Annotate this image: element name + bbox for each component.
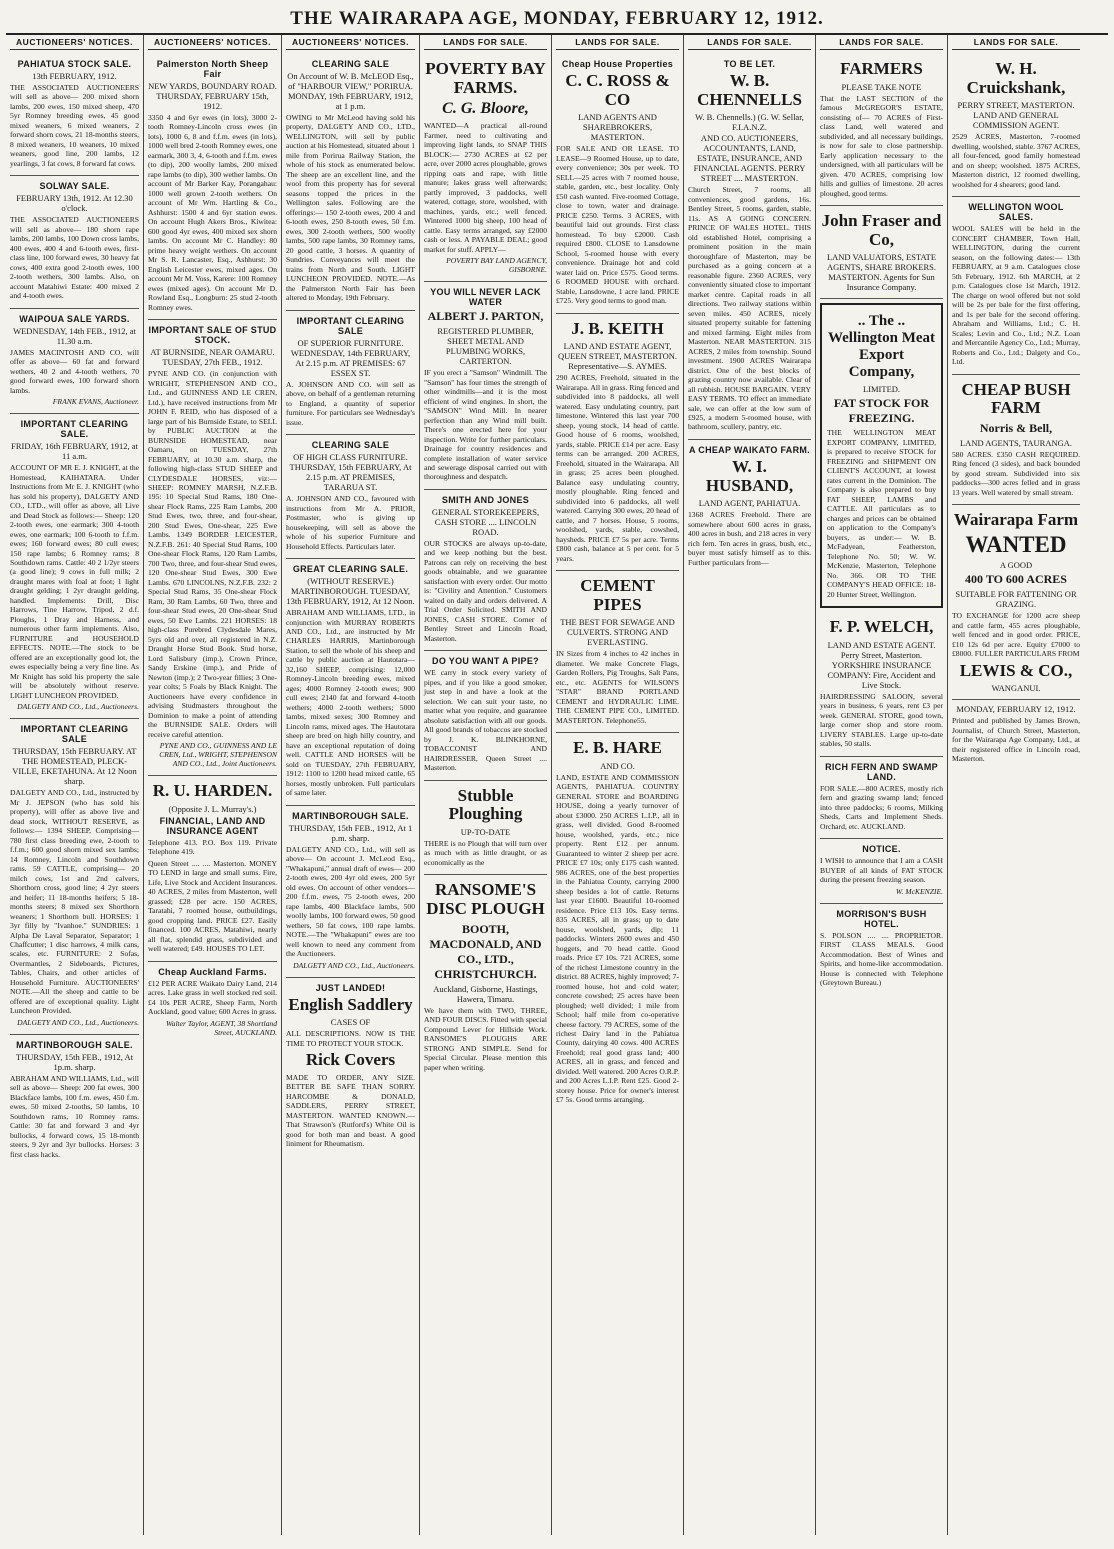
ad-body: PYNE AND CO. (in conjunction with WRIGHT, STEPHENSON AND CO., Ltd., and GUINNESS AND LE CREN, Ltd.), have received instructions from Mr JOHN F. REID, who has disposed of a large part of his Burnside Estate, to SELL by PUBLIC AUCTION at the BURNSIDE HOMESTEAD, near Oamaru, on TUESDAY, 27th FEBRUARY, at 10.30 a.m. sharp, the following high-class STUD SHEEP and CLYDESDALE HORSES, viz:— SHEEP: ROMNEY MARSH, N.Z.F.B. 195: 10 Special Stud Rams, 180 One-shear Flock Rams, 225 Ram Lambs, 200 Stud Ewes, two, three, and four-shear, 200 Stud Ewes, One-shear, 225 Ewe Lambs. 1349 BORDER LEICESTER, N.Z.F.B. 261: 40 Special Stud Rams, 100 One-shear Flock Rams, 120 Ram Lambs, 700 Two, three, and four-shear Stud ewes, 120 One-shear Stud Ewes, 300 Ewe Lambs. 670 LINCOLNS, N.Z.F.B. 232: 2 Special Stud Rams, 35 One-shear Flock Ram, 30 Ram Lambs, 60 Two, three and four-shear Stud ewes, 20 One-shear Stud ewes, 50 Ewe Lambs. 221 HORSES: 18 high-class Purebred Clydesdale Mares, 5yrs old and over, all registered in N.Z. Draught Horse Stud Book. Stud horse, Lord Salisbury (imp.), Crown Prince, Sandy Erskine (imp.), and Pride of Newton (imp.); 2 Two-year fillies; 3 One-year colts; 5 Foals by Black Knight. The Auctioneers have every confidence in advising Studmasters throughout the Dominion to make a point of attending the BURNSIDE SALE. Orders will receive careful attention. xyxy=(148,369,277,739)
ad-heading: Cheap House Properties xyxy=(561,59,674,69)
column-header: LANDS FOR SALE. xyxy=(688,35,811,50)
advertisement xyxy=(556,54,679,314)
ad-bigtitle: RANSOME'S DISC PLOUGH xyxy=(426,880,545,919)
advertisement xyxy=(820,54,943,206)
column-7 xyxy=(816,35,948,1535)
ad-mid: 400 TO 600 ACRES xyxy=(965,572,1067,587)
advertisement xyxy=(820,757,943,839)
ad-body: THE ASSOCIATED AUCTIONEERS will sell as above— 180 shorn rape lambs, 200 lambs, 100 Down cross lambs, 400 ewes, 400 4 and 6-tooth ewes, first-class line, 100 forward ewes, 30 heavy fat cows, 400 extra good 2-tooth ewes, 100 2-tooth wethers, 300 lambs. Also, on account Matahiwi Estate: 400 mixed 2 and 4-tooth ewes. xyxy=(10,215,139,301)
ad-bigtitle: W. B. CHENNELLS xyxy=(697,71,802,109)
ad-bigtitle: FARMERS xyxy=(840,59,923,78)
advertisement xyxy=(10,54,139,176)
ad-sub: WEDNESDAY, 14th FEB., 1912, at 11.30 a.m. xyxy=(13,325,136,346)
columns-container xyxy=(6,35,1108,1535)
ad-sub: LAND AGENT, PAHIATUA. xyxy=(698,498,801,509)
ad-body: 1368 ACRES Freehold. There are somewhere about 600 acres in grass, 400 acres in bush, and 218 acres in very rich fern. Ten acres in grass, bush, etc., buyer must satisfy himself as to this. Further particulars from— xyxy=(688,510,811,567)
ad-body: A. JOHNSON AND CO. will sell as above, on behalf of a gentleman returning to England, a quantity of superior furniture. For particulars see Wednesday's issue. xyxy=(286,379,415,427)
ad-bigtitle: John Fraser and Co, xyxy=(821,211,942,249)
ad-bigtitle: LEWIS & CO., xyxy=(959,660,1073,680)
column-header: LANDS FOR SALE. xyxy=(556,35,679,50)
ad-sub: A GOOD xyxy=(999,560,1033,571)
ad-body: DALGETY AND CO., Ltd., instructed by Mr J. JEPSON (who has sold his property), will offer as above live and dead stock, WITHOUT RESERVE, as follows:— 1394 SHEEP, Comprising— 780 first class breeding ewe, 2-tooth to f.f.m.; 600 good shorn mixed sex lambs; 14 Romney, Lincoln and Southdown rams. 59 CATTLE, comprising— 20 milch cows, 1st and 2nd calvers, Shorthorn cross, good line; 4 2yr steers and heifer; 11 18-months heifers; 5 18-months steers; 8 mixed sex Shorthorn weaners; 1 Shorthorn bull. HORSES: 1 3yr filly by "Ivanhoe." SUNDRIES: 1 Alpha De Laval Separator, Separator; 1 Chaffcutter; 1 disc harrows, 4 milk cans, scales, etc. FURNITURE: 2 Sofas, Overmantles, 2 Sideboards, Pictures, Tables, Chairs, and other articles of Household Furniture. AUCTIONEERS' NOTE.—All the sheep and cattle to be offered are of exceptional quality. Light Luncheon Provided. xyxy=(10,788,139,1016)
ad-heading: RICH FERN AND SWAMP LAND. xyxy=(825,761,938,782)
ad-sub: MONDAY, FEBRUARY 12, 1912. xyxy=(956,704,1076,715)
advertisement xyxy=(556,571,679,733)
ad-sub: PERRY STREET, MASTERTON. LAND AND GENERAL COMMISSION AGENT. xyxy=(957,100,1075,131)
ad-body: DALGETY AND CO., Ltd., will sell as above— On account J. McLeod Esq., "Whakapuni," annual draft of ewes— 200 2-tooth ewes, 200 4yr old ewes, 200 5yr old ewes. On account of other vendors— 200 f.f.m. ewes, 75 2-tooth ewes, 200 rape lambs, 400 Blackface lambs, 500 woolly lambs, 100 forward ewes, 50 good wethers, 50 fat cows, 100 rape lambs. NOTE.—The "Whakapuni" ewes are too well known to need any comment from the Auctioneers. xyxy=(286,844,415,959)
ad-heading: MARTINBOROUGH SALE. xyxy=(292,810,409,821)
advertisement xyxy=(10,176,139,308)
ad-sub: CASES OF xyxy=(330,1017,371,1028)
ad-body: Printed and published by James Brown, Journalist, of Church Street, Masterton, for the Wairarapa Age Company, Ltd., at their registered office in Lincoln road, Masterton. xyxy=(952,716,1080,764)
advertisement xyxy=(148,320,277,776)
advertisement xyxy=(10,414,139,719)
ad-heading: MARTINBOROUGH SALE. xyxy=(16,1039,133,1050)
ad-sign: Walter Taylor, AGENT, 38 Shortland Street, AUCKLAND. xyxy=(166,1018,277,1037)
ad-sign: DALGETY AND CO., Ltd., Auctioneers. xyxy=(293,960,415,970)
advertisement xyxy=(820,303,943,608)
column-1 xyxy=(6,35,144,1535)
ad-body: LAND, ESTATE AND COMMISSION AGENTS, PAHIATUA. COUNTRY GENERAL STORE and BOARDING HOUSE, doing a yearly turnover of about £3000. 250 ACRES L.I.P., all in grass, well divided. Good 8-roomed house, woolshed, yards, etc.; nice property. Rent £12 per annum. Guaranteed to winter 2 sheep per acre. PRICE £7 10s; only £175 cash wanted. 986 ACRES, one of the best properties in the Pahiatua County, carrying 2000 sheep besides a lot of cattle. Returns last year £1600. Beautiful 10-roomed residence. Price £13 10s. Easy terms. 835 ACRES, all in grass; up to date house, woolshed, yards, dip; 11 paddocks. Winters 2600 ewes and 450 hoggets, and 70 head cattle. Good roads. Price £7 10s. 721 ACRES, some of the richest Limestone country in the district. 88 ACRES, highly improved; 7-roomed house, hot and cold water; concrete cowshed; 25 acres have been ploughed; well divided; 1 mile from School; half mile from co-operative cheese factory. 79 ACRES, some of the richest Dairy land in the Pahiatua County, dairying 40 cows. 400 ACRES Freehold; real good grass land; 400 ACRES, all in grass, and fenced and divided. Well watered. 200 Acres O.R.P. and 200 Acres L.I.P. Rent £25. Good 2-storey house. Price for owner's interest £7 5s. Good terms arranging. xyxy=(556,772,679,1105)
ad-mid: FAT STOCK FOR FREEZING. xyxy=(833,396,930,426)
ad-body: Queen Street .... .... Masterton. MONEY TO LEND in large and small sums. Fire, Life, Live Stock and Accident Insurances. 40 ACRES, 2 miles from Masterton, well grassed; £28 per acre. 150 ACRES, Taratahi, 7 roomed house, outbuildings, good cropping land. PRICE £27. Easily financed. 100 ACRES, Matahiwi, nearly all flat, splendid grass, subdivided and well watered; £49. HOUSES TO LET. xyxy=(148,858,277,954)
ad-sub: WANGANUI. xyxy=(991,683,1041,694)
ad-body: WOOL SALES will be held in the CONCERT CHAMBER, Town Hall, WELLINGTON, during the current season, on the following dates:— 13th FEBRUARY, at 9 a.m. Catalogues close 5th February, 1912. 6th MARCH, at 2 p.m. Catalogues close 1st March, 1912. The charge on wool offered but not sold will be 2s per bale for the first offering, and 1s per bale for the second offering. Abraham and Williams, Ltd.; C. H. Scales; Levin and Co., Ltd.; N.Z. Loan and Mercantile Agency Co., Ltd.; Murray, Roberts and Co., Ltd.; Dalgety and Co., Ltd. xyxy=(952,224,1080,367)
ad-body: ABRAHAM AND WILLIAMS, Ltd., will sell as above— Sheep: 200 fat ewes, 300 Blackface lambs, 100 f.m. ewes, 450 f.m. ewes, 50 mixed 2-tooths, 50 lambs, 10 Southdown rams, 10 Romney rams. Cattle: 30 fat and forward 3 and 4yr bullocks, 4 forward cows, 15 18-month steers, 9 2yr and 3yr bullocks. Horses: 3 first class hacks. xyxy=(10,1073,139,1159)
ad-mid: ALBERT J. PARTON, xyxy=(427,309,544,324)
advertisement xyxy=(952,375,1080,506)
ad-sub: THURSDAY, 15th FEB., 1912, At 1 p.m. sharp. xyxy=(288,822,413,843)
advertisement xyxy=(952,54,1080,197)
ad-bigtitle: F. P. WELCH, xyxy=(829,617,934,637)
advertisement xyxy=(286,559,415,806)
ad-body: £12 PER ACRE Waikato Dairy Land, 214 acres. Lake grass in well stocked red soil. £4 10s PER ACRE, Sheep Farm, North Auckland, good value; 600 Acres in grass. xyxy=(148,978,277,1017)
ad-body: FOR SALE.—800 ACRES, mostly rich fern and grazing swamp land; fenced into three paddocks; 6 rooms, Milking Sheds, Carts and Implement Sheds. Orchard, etc. AUCKLAND. xyxy=(820,783,943,831)
ad-heading: IMPORTANT SALE OF STUD STOCK. xyxy=(148,325,277,346)
column-5 xyxy=(552,35,684,1535)
advertisement xyxy=(286,978,415,1156)
ad-bigtitle: W. I. HUSBAND, xyxy=(705,456,794,495)
column-6 xyxy=(684,35,816,1535)
advertisement xyxy=(688,440,811,574)
ad-body: IN Sizes from 4 inches to 42 inches in diameter. We make Concrete Flags, Garden Rollers, Pig Troughs, Salt Pans, etc., etc. AGENTS for WILSON'S "STAR" BRAND PORTLAND CEMENT and HYDRAULIC LIME. THE CEMENT PIPE CO., LIMITED. MASTERTON. Telephone55. xyxy=(556,649,679,725)
ad-heading: MORRISON'S BUSH HOTEL. xyxy=(836,908,927,929)
ad-body: That the LAST SECTION of the famous McGREGOR'S ESTATE, consisting of— 70 ACRES of First-class Land, well watered and subdivided, and all necessary buildings, is now for sale to close partnership. Early application necessary to the undersigned, with all particulars will be given. 470 ACRES, comprising low hills and gullies of limestone. 20 acres ploughed, good terms. xyxy=(820,93,943,198)
ad-body: S. POLSON .... .... PROPRIETOR. FIRST CLASS MEALS. Good Accommodation. Best of Wines and Spirits, and home-like accommodation. House is connected with Telephone (Greytown Bureau.) xyxy=(820,930,943,987)
ad-sub: THURSDAY, 15th FEB., 1912, At 1p.m. sharp. xyxy=(15,1051,134,1072)
ad-xl: WANTED xyxy=(965,532,1067,558)
ad-sub: (Opposite J. L. Murray's.) xyxy=(168,803,257,814)
ad-body: 290 ACRES, Freehold, situated in the Wairarapa. All in grass. Ring fenced and subdivided into 8 paddocks, all well watered. Easy undulating country, part limestone. Wintered this last year 700 sheep, young stock, 14 head of cattle. Good house of 6 rooms, woolshed, yards, stable. PRICE £14 per acre. Easy terms can be arranged. 200 ACRES, Freehold, situated in the Wairarapa. All in grass; 25 acres been ploughed. Balance easy undulating country, mostly ploughable. Ring fenced and subdivided into 6 paddocks, all well watered. Carrying 300 ewes, 20 head of cattle, and 7 horses. House, 5 rooms, woolshed, yards, stable, cowshed, haysheds. PRICE £7 5s per acre. Terms £800 cash, balance at 5 per cent. for 5 years. xyxy=(556,373,679,563)
ad-body: THERE is no Plough that will turn over as much with as little draught, or as economically as the xyxy=(424,839,547,867)
advertisement xyxy=(556,733,679,1112)
ad-body: HAIRDRESSING SALOON, several years in business, 6 years, rent £3 per week. GENERAL STORE, good town, large corner shop and store room. LIVERY STABLES. Large up-to-date stables, 50 stalls. xyxy=(820,691,943,749)
ad-heading: JUST LANDED! xyxy=(315,982,386,993)
advertisement xyxy=(556,314,679,571)
ad-heading: FINANCIAL, LAND AND INSURANCE AGENT xyxy=(159,815,266,836)
ad-heading: NOTICE. xyxy=(862,844,901,855)
ad-body: IF you erect a "Samson" Windmill. The "Samson" has four times the strength of other windmills—and it is the most efficient of wind engines. In short, the "SAMSON" Wind Mill. In nearer perfection than any Wind mill built. There's one erected here for your inspection. Write for further particulars. Drainage for country residences and complete installation of water service and sewerage disposal carried out with thoroughness and despatch. xyxy=(424,368,547,482)
ad-bigtitle: CHEAP BUSH FARM xyxy=(961,379,1071,418)
advertisement xyxy=(952,197,1080,374)
ad-heading: SMITH AND JONES xyxy=(441,494,530,505)
ad-body: A. JOHNSON AND CO., favoured with instructions from Mr A. PRIOR, Postmaster, who is giving up housekeeping, will sell as above the whole of his superior Furniture and Household Effects. Particulars later. xyxy=(286,494,415,551)
column-header: LANDS FOR SALE. xyxy=(424,35,547,50)
advertisement xyxy=(688,54,811,440)
ad-body: THE ASSOCIATED AUCTIONEERS will sell as above— 200 mixed shorn lambs, 200 ewes, 150 mixed sheep, 470 5yr Romney breeding ewes, 45 good mixed weaners, 6 mixed weaners, 2 forward shorn cows, 21 18-months steers, 8 mixed weaners, 10 weaners, 10 mixed weaners, good line, 200 lambs, 12 yearlings, 3 fat cows, 8 forward fat cows. xyxy=(10,83,139,168)
ad-sub: AND CO. AUCTIONEERS, ACCOUNTANTS, LAND, ESTATE, INSURANCE, AND FINANCIAL AGENTS. PERRY STREET .... MASTERTON. xyxy=(693,133,806,184)
ad-sub: THURSDAY, 15th FEBRUARY. AT THE HOMESTEAD, PLECK-VILLE, EKETAHUNA. At 12 Noon sharp. xyxy=(12,746,137,787)
ad-sub: REGISTERED PLUMBER, SHEET METAL AND PLUMBING WORKS, CARTERTON. xyxy=(437,326,534,367)
ad-body: ACCOUNT OF MR E. J. KNIGHT, at the Homestead, KAIHATARA. Under Instructions from Mr E. J. KNIGHT (who has sold his property), DALGETY AND CO., LTD., will offer as above, all Live and Dead Stock as follows:— Sheep: 120 2-tooth ewes, one earmark; 300 4-tooth ewes, one earmark; 100 6-tooth to f.f.m. ewes; 160 forward ewes; 80 cull ewes; 150 rape lambs; 6 Romney rams; 8 Southdown rams. Cattle: 40 2 1/2yr steers (a good line); 9 cows in full milk; 2 draught mares with foal at foot; 1 light draught gelding; 1 2yr draught gelding, handled. Implements: Drill, Disc Harrows, Tine Harrow, Tripod, 2 d.f. Ploughs, 1 Dray and Harness, and numerous other farm implements. Also, FURNITURE and HOUSEHOLD EFFECTS. NOTE.—The stock to be offered are an exceptionally good lot, the ewes especially being a very fine line. As Mr Knight has sold his property the sale will be absolutely without reserve. LIGHT LUNCHEON PROVIDED. xyxy=(10,463,139,700)
advertisement xyxy=(424,490,547,651)
ad-heading: TO BE LET. xyxy=(723,59,776,69)
ad-body: ALL DESCRIPTIONS. NOW IS THE TIME TO PROTECT YOUR STOCK. xyxy=(286,1029,415,1048)
ad-script: C. G. Bloore, xyxy=(442,100,529,118)
advertisement xyxy=(424,651,547,780)
ad-heading: Cheap Auckland Farms. xyxy=(158,966,267,977)
advertisement xyxy=(286,806,415,978)
ad-bigtitle: POVERTY BAY FARMS. xyxy=(425,59,546,97)
ad-bigtitle: Stubble Ploughing xyxy=(448,785,523,824)
advertisement xyxy=(148,776,277,962)
advertisement xyxy=(10,719,139,1035)
ad-sign: DALGETY AND CO., Ltd., Auctioneers. xyxy=(17,702,139,712)
column-header: AUCTIONEERS' NOTICES. xyxy=(286,35,415,50)
ad-sub: LAND AGENTS, TAURANGA. xyxy=(959,437,1073,448)
ad-body: I WISH to announce that I am a CASH BUYER of all kinds of FAT STOCK during the present freezing season. xyxy=(820,856,943,885)
ad-sub: LAND AND ESTATE AGENT. Perry Street, Masterton. YORKSHIRE INSURANCE COMPANY: Fire, Accident and Live Stock. xyxy=(827,639,936,690)
ad-sub: PLEASE TAKE NOTE xyxy=(841,81,922,92)
ad-sub: GENERAL STOREKEEPERS, CASH STORE .... LINCOLN ROAD. xyxy=(431,506,540,537)
ad-body: ABRAHAM AND WILLIAMS, LTD., in conjunction with MURRAY ROBERTS AND CO., Ltd., are instructed by Mr CHARLES HARRIS, Martinborough Station, to sell the whole of his sheep and cattle by public auction at Hautotara— 32,160 SHEEP, comprising: 12,000 Romney-Lincoln breeding ewes, mixed ages; 4000 Romney 2-tooth ewes; 900 cull ewes; 2140 fat and forward 4-tooth wethers; 4000 2-tooth wethers; 5000 lambs, mixed sexes; 300 Romney and Lincoln rams, mixed ages. The Hautotara sheep are bred on high hilly country, and have an exceptional reputation of doing well. CATTLE AND HORSES will be sold on TUESDAY, 27th FEBRUARY, 1912: 1100 to 1200 head mixed cattle, 65 horses, mostly unbroken. Full particulars of same later. xyxy=(286,608,415,798)
column-4 xyxy=(420,35,552,1535)
ad-gothic: .. The .. Wellington Meat Export Company, xyxy=(827,313,936,381)
ad-sub: AT BURNSIDE, NEAR OAMARU. TUESDAY, 27th FEB., 1912. xyxy=(150,347,275,368)
advertisement xyxy=(952,700,1080,770)
ad-body: THE WELLINGTON MEAT EXPORT COMPANY, LIMITED, is prepared to receive STOCK for FREEZING and SHIPMENT ON CLIENT'S ACCOUNT, at lowest rates current in the Dominion. The Company is also prepared to buy FAT SHEEP, LAMBS and CATTLE. All particulars as to charges and prices can be obtained on application to the Company's buyers, as under:— W. B. McFadyean, Featherston, Telephone No. 50; W. W. McKenzie, Masterton, Telephone No. 366. OR TO THE COMPANY'S HEAD OFFICE: 18-20 Hunter Street, Wellington. xyxy=(827,428,936,599)
advertisement xyxy=(286,311,415,435)
column-header: AUCTIONEERS' NOTICES. xyxy=(10,35,139,50)
ad-heading: Palmerston North Sheep Fair xyxy=(156,59,269,79)
ad-sub: LAND AGENTS AND SHAREBROKERS, MASTERTON. xyxy=(578,112,657,143)
column-header: LANDS FOR SALE. xyxy=(952,35,1080,50)
ad-heading: WAIPOUA SALE YARDS. xyxy=(19,313,130,324)
ad-body: Telephone 413. P.O. Box 119. Private Telephone 419. xyxy=(148,837,277,857)
advertisement xyxy=(820,904,943,995)
advertisement xyxy=(952,505,1080,700)
ad-heading: YOU WILL NEVER LACK WATER xyxy=(430,287,541,308)
advertisement xyxy=(820,839,943,903)
ad-body: TO EXCHANGE for 1200 acre sheep and cattle farm, 455 acres ploughable, well fenced and in good order. PRICE, £10 12s 6d per acre. Equity £7000 to £8000. FULLER PARTICULARS FROM xyxy=(952,611,1080,659)
ad-sign: FRANK EVANS, Auctioneer. xyxy=(52,397,139,407)
ad-heading: IMPORTANT CLEARING SALE xyxy=(20,724,129,745)
column-header: AUCTIONEERS' NOTICES. xyxy=(148,35,277,50)
ad-sub: OF HIGH CLASS FURNITURE. THURSDAY, 15th FEBRUARY, At 2.15 p.m. AT PREMISES, TARARUA ST. xyxy=(289,452,412,493)
ad-sub: AND CO. xyxy=(600,760,635,771)
advertisement xyxy=(10,1035,139,1166)
ad-bigtitle: W. H. Cruickshank, xyxy=(966,59,1066,97)
column-2 xyxy=(144,35,282,1535)
ad-bigtitle: Wairarapa Farm xyxy=(953,510,1079,530)
ad-bigtitle: C. C. ROSS & CO xyxy=(565,71,670,109)
ad-body: JAMES MACINTOSH AND CO. will offer as above— 60 fat and forward wethers, 40 2 and 4-tooth wethers, 70 good forward ewes, 100 forward shorn lambs. xyxy=(10,347,139,395)
ad-sub: Auckland, Gisborne, Hastings, Hawera, Timaru. xyxy=(433,983,538,1004)
column-8 xyxy=(948,35,1084,1535)
ad-bigtitle: J. B. KEITH xyxy=(571,318,664,338)
ad-body: OWING to Mr McLeod having sold his property, DALGETY AND CO., LTD., WELLINGTON, will sell by public auction at his Homestead, situated about 1 mile from Porirua Railway Station, the whole of his stock as enumerated below. The sheep are an excellent line, and the wool from this property has for several seasons topped the prices in the Wellington sales. Following are the offerings:— 150 2-tooth ewes, 200 4 and 6-tooth ewes, 250 8-tooth ewes, 50 f.m. ewes, 300 2-tooth wethers, 500 woolly lambs, 500 rape lambs, 30 Romney rams, 20 good cattle, 3 horses. A quantity of Sundries. Conveyances will meet the trains from North and South. LIGHT LUNCHEON PROVIDED. NOTE.—As the Palmerston North Fair has been altered to Monday, 19th February. xyxy=(286,113,415,303)
ad-heading: PAHIATUA STOCK SALE. xyxy=(17,59,132,69)
ad-mid: BOOTH, MACDONALD, AND CO., LTD., CHRISTCHURCH. xyxy=(429,921,542,981)
ad-sub: SUITABLE FOR FATTENING OR GRAZING. xyxy=(955,589,1077,610)
ad-bigtitle: Rick Covers xyxy=(305,1050,396,1070)
ad-sub: LIMITED. xyxy=(862,384,901,395)
advertisement xyxy=(424,282,547,490)
ad-body: 580 ACRES. £350 CASH REQUIRED. Ring fenced (3 sides), and back bounded by good stream. Subdivided into six paddocks—300 acres felled and in grass 13 years. Well watered by small stream. xyxy=(952,449,1080,497)
advertisement xyxy=(424,54,547,282)
ad-heading: WELLINGTON WOOL SALES. xyxy=(968,202,1064,223)
advertisement xyxy=(286,435,415,559)
ad-body: WANTED—A practical all-round Farmer, need to cultivating and improving light lands, to SNAP THIS BLOCK:— 2730 ACRES at £2 per acre, over 2000 acres ploughable, grows ripping oats and rape, with little manure; lakes grass well afterwards; partly improved, 3 paddocks, well watered, cottage, store, woolshed, with machines, yards, etc.; well fenced. Wintered 1000 big sheep, 100 head of cattle. Easy terms arranged, say £2000 cash or less. A PAYABLE DEAL; good market for stuff. APPLY— xyxy=(424,121,547,254)
masthead: THE WAIRARAPA AGE, MONDAY, FEBRUARY 12, 1912. xyxy=(6,6,1108,35)
advertisement xyxy=(820,612,943,757)
advertisement xyxy=(148,54,277,320)
advertisement xyxy=(10,309,139,414)
ad-bigtitle: R. U. HARDEN. xyxy=(152,781,273,801)
advertisement xyxy=(424,781,547,876)
ad-heading: CLEARING SALE xyxy=(311,440,390,451)
ad-heading: IMPORTANT CLEARING SALE. xyxy=(20,419,129,440)
ad-body: We have them with TWO, THREE, AND FOUR DISCS. Fitted with special Compound Lever for Hillside Work. RANSOME'S PLOUGHS ARE STRONG AND SIMPLE. Send for Special Circular. Please mention this paper when writing. xyxy=(424,1005,547,1072)
column-3 xyxy=(282,35,420,1535)
ad-sub: THE BEST FOR SEWAGE AND CULVERTS. STRONG AND EVERLASTING. xyxy=(560,617,675,648)
ad-sign: W. McKENZIE. xyxy=(895,886,943,896)
ad-sub: OF SUPERIOR FURNITURE. WEDNESDAY, 14th FEBRUARY, At 2.15 p.m. AT PREMISES: 67 ESSEX ST. xyxy=(290,337,411,378)
ad-bigtitle: English Saddlery xyxy=(288,994,413,1014)
ad-sub: NEW YARDS, BOUNDARY ROAD. THURSDAY, FEBRUARY 15th, 1912. xyxy=(148,81,277,111)
ad-body: OUR STOCKS are always up-to-date, and we keep nothing but the best. Patrons can rely on receiving the best goods obtainable, and we guarantee satisfaction with every order. Our motto is: "Civility and Attention." Customers waited on daily and orders delivered. A Trial Order Solicited. SMITH AND JONES, CASH STORE. Corner of Bentley Street and Lincoln Road, Masterton. xyxy=(424,538,547,643)
ad-bigtitle: CEMENT PIPES xyxy=(580,575,655,614)
ad-sub: UP-TO-DATE xyxy=(460,827,511,837)
ad-sign: DALGETY AND CO., Ltd., Auctioneers. xyxy=(17,1017,139,1027)
ad-sub: W. B. Chennells.) (G. W. Sellar, F.I.A.N.Z. xyxy=(695,112,804,133)
ad-sub: LAND AND ESTATE AGENT, QUEEN STREET, MASTERTON. Representative—S. AYMES. xyxy=(557,341,678,372)
advertisement xyxy=(286,54,415,311)
ad-sub: On Account of W. B. McLEOD Esq., of "HARBOUR VIEW," PORIRUA. MONDAY, 19th FEBRUARY, 1912, at 1 p.m. xyxy=(287,71,414,111)
ad-heading: GREAT CLEARING SALE. xyxy=(292,564,409,575)
ad-sub: FRIDAY, 16th FEBRUARY, 1912, at 11 a.m. xyxy=(11,441,138,462)
advertisement xyxy=(424,875,547,1079)
ad-heading: SOLWAY SALE. xyxy=(39,181,110,192)
ad-body: Church Street, 7 rooms, all conveniences, good gardens, 16s. Bentley Street, 5 rooms, garden, stable, 11s. AS A GOING CONCERN. PRINCE OF WALES HOTEL. THIS old established Hotel, comprising a prominent position in the main thoroughfare of Masterton, may be purchased as a going concern at a reasonable figure. 2360 ACRES, very conveniently situated close to important market centre. Capital roads in all directions. Two railway stations within seven miles. 450 ACRES, nicely situated property suitable for fattening and mixed farming. Eight miles from Masterton. NEAR MASTERTON. 315 ACRES, 2 miles from township. Sound investment. 1900 ACRES Wairarapa district. One of the best blocks of grazing country now available. Clear of all rubbish. HOUSE BARGAIN. VERY EASY TERMS. TO effect an immediate sale, we can offer at the low sum of £925, a modern 5-roomed house, with bathroom, scullery, pantry, etc. xyxy=(688,185,811,432)
ad-body: 2529 ACRES, Masterton, 7-roomed dwelling, woolshed, stable. 3767 ACRES, all four-fenced, good family homestead and on sheep; woolshed. 1875 ACRES, Masterton district, 12 roomed dwelling, woolshed for 4 shearers; good land. xyxy=(952,132,1080,189)
ad-sign: POVERTY BAY LAND AGENCY, GISBORNE. xyxy=(446,256,547,275)
ad-sign: PYNE AND CO., GUINNESS AND LE CREN, Ltd., WRIGHT, STEPHENSON AND CO., Ltd., Joint Auctioneers. xyxy=(159,741,277,769)
ad-heading: DO YOU WANT A PIPE? xyxy=(432,656,539,667)
ad-mid: Norris & Bell, xyxy=(979,420,1053,435)
ad-sub: LAND VALUATORS, ESTATE AGENTS, SHARE BROKERS. MASTERTON. Agents for Sun Insurance Company. xyxy=(826,252,937,293)
ad-body: MADE TO ORDER, ANY SIZE. BETTER BE SAFE THAN SORRY. HARCOMBE & DONALD, SADDLERS, PERRY STREET, MASTERTON. WANTED KNOWN.—That Strawson's (Rutford's) White Oil is good for both man and beast. A good liniment for Rheumatism. xyxy=(286,1072,415,1149)
ad-heading: CLEARING SALE xyxy=(311,59,390,69)
advertisement xyxy=(820,206,943,299)
ad-body: WE carry in stock every variety of pipes, and if you like a good smoker, just step in and have a look at the selection. We can suit your taste, no matter what you require, and guarantee absolute satisfaction with all our goods. All good brands of tobaccos are stocked by J. K. BLINKHORNE, TOBACCONIST AND HAIRDRESSER, Queen Street .... Masterton. xyxy=(424,668,547,773)
ad-heading: A CHEAP WAIKATO FARM. xyxy=(689,444,810,455)
ad-body: FOR SALE AND OR LEASE. TO LEASE—9 Roomed House, up to date, every convenience; 30s per week. TO SELL—25 acres with 7 roomed house, stable, garden, etc., best locality. Only £50 cash wanted. Five-roomed Cottage, close to town, water and drainage. PRICE £250. Terms. 3 ACRES, with beautiful laid out grounds. First class homestead. To buy £2000. Cash required £800. CLOSE to Lansdowne School, 5-roomed house with every convenience. Drainage hot and cold water laid on. Price £575. Good terms. 6 ROOMED HOUSE with orchard. Stable, Lansdowne, 1 acre land. PRICE £725. Very good terms to good man. xyxy=(556,144,679,306)
ad-sub: (WITHOUT RESERVE.) MARTINBOROUGH. TUESDAY, 13th FEBRUARY, 1912, At 12 Noon. xyxy=(286,576,415,607)
ad-heading: IMPORTANT CLEARING SALE xyxy=(296,315,405,336)
ad-sub: FEBRUARY 13th, 1912. At 12.30 o'clock. xyxy=(16,193,133,214)
ad-bigtitle: E. B. HARE xyxy=(573,738,662,758)
advertisement xyxy=(148,962,277,1044)
ad-sub: 13th FEBRUARY, 1912. xyxy=(32,71,117,81)
ad-body: 3350 4 and 6yr ewes (in lots), 3000 2-tooth Romney-Lincoln cross ewes (in lots), 1000 6, 8 and f.f.m. ewes (in lots), 1000 well bred 2-tooth Romney ewes, one earmark, 300 3, 4, 6-tooth and f.f.m. ewes (to dip), 200 woolly lambs, 200 mixed rape lambs (to dip), 300 wether lambs. On account of Mr Barker Kay, Porangahau: 1000 well grown 2-tooth wethers. On account of Mr Wm. Hartling & Co., Ashhurst: 1500 4 and 6yr station ewes. On account Hugh Akers Bros., Kiwitea: 600 good 4yr ewes, 400 mixed sex shorn lambs. On account Mr C. Handley: 80 prime heavy weight wethers. On account Mr S. R. Lancaster, Esq., Ashhurst: 30 English Leicester ewes, mixed ages. On account Mr M. Voss, Karere: 100 Romney ewes (mixed ages). On account Mr D. Rowland Esq., Longburn: 25 stud 2-tooth Romney ewes. xyxy=(148,113,277,312)
column-header: LANDS FOR SALE. xyxy=(820,35,943,50)
